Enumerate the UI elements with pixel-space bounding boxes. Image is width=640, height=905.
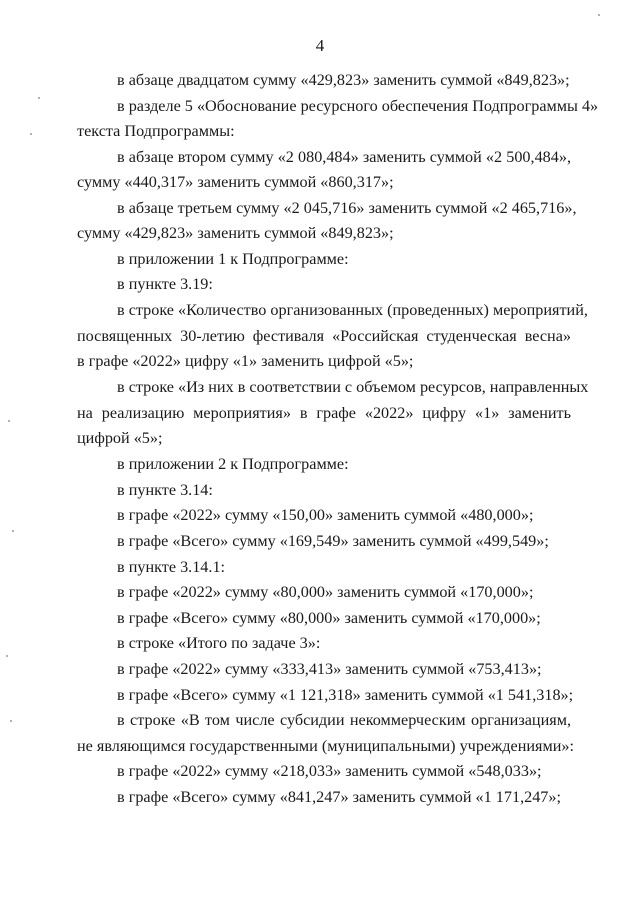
text-line: в приложении 1 к Подпрограмме: [117,250,349,268]
text-line: посвященных 30-летию фестиваля «Российская студенческая весна» [77,327,571,345]
scan-speck [12,530,14,532]
text-line: в строке «Из них в соответствии с объемом ресурсов, направленных [117,378,589,396]
text-line: в графе «2022» цифру «1» заменить цифрой «5»; [77,352,414,370]
page-number: 4 [315,36,325,55]
text-line: в абзаце двадцатом сумму «429,823» заменить суммой «849,823»; [117,71,570,89]
text-line: в графе «Всего» сумму «1 121,318» заменить суммой «1 541,318»; [117,686,574,704]
text-line: в строке «В том числе субсидии некоммерческим организациям, [117,711,571,729]
text-line: в графе «Всего» сумму «80,000» заменить суммой «170,000»; [117,609,541,627]
scan-speck [8,420,10,422]
text-line: в пункте 3.14.1: [117,558,226,576]
scan-speck [38,97,40,99]
text-line: в абзаце втором сумму «2 080,484» заменить суммой «2 500,484», [117,148,571,166]
text-line: сумму «440,317» заменить суммой «860,317»; [77,173,394,191]
text-line: в графе «2022» сумму «333,413» заменить суммой «753,413»; [117,660,542,678]
text-line: в графе «2022» сумму «150,00» заменить суммой «480,000»; [117,506,534,524]
text-line: в строке «Количество организованных (проведенных) мероприятий, [117,301,588,319]
text-line: в разделе 5 «Обоснование ресурсного обеспечения Подпрограммы 4» [117,97,599,115]
scan-speck [10,720,12,722]
scan-speck [598,14,600,16]
text-line: в абзаце третьем сумму «2 045,716» заменить суммой «2 465,716», [117,199,577,217]
text-line: цифрой «5»; [77,429,163,447]
text-line: не являющимся государственными (муниципальными) учреждениями»: [77,737,574,755]
text-line: текста Подпрограммы: [77,122,235,140]
text-line: в графе «2022» сумму «80,000» заменить суммой «170,000»; [117,583,534,601]
text-line: в графе «2022» сумму «218,033» заменить суммой «548,033»; [117,762,542,780]
scan-speck [6,655,8,657]
text-line: на реализацию мероприятия» в графе «2022» цифру «1» заменить [77,404,571,422]
text-line: в пункте 3.19: [117,275,213,293]
text-line: в строке «Итого по задаче 3»: [117,634,321,652]
text-line: в приложении 2 к Подпрограмме: [117,455,349,473]
text-line: в графе «Всего» сумму «169,549» заменить суммой «499,549»; [117,532,549,550]
text-line: сумму «429,823» заменить суммой «849,823»; [77,224,394,242]
text-line: в пункте 3.14: [117,481,213,499]
text-line: в графе «Всего» сумму «841,247» заменить суммой «1 171,247»; [117,788,561,806]
scan-speck [30,133,32,135]
